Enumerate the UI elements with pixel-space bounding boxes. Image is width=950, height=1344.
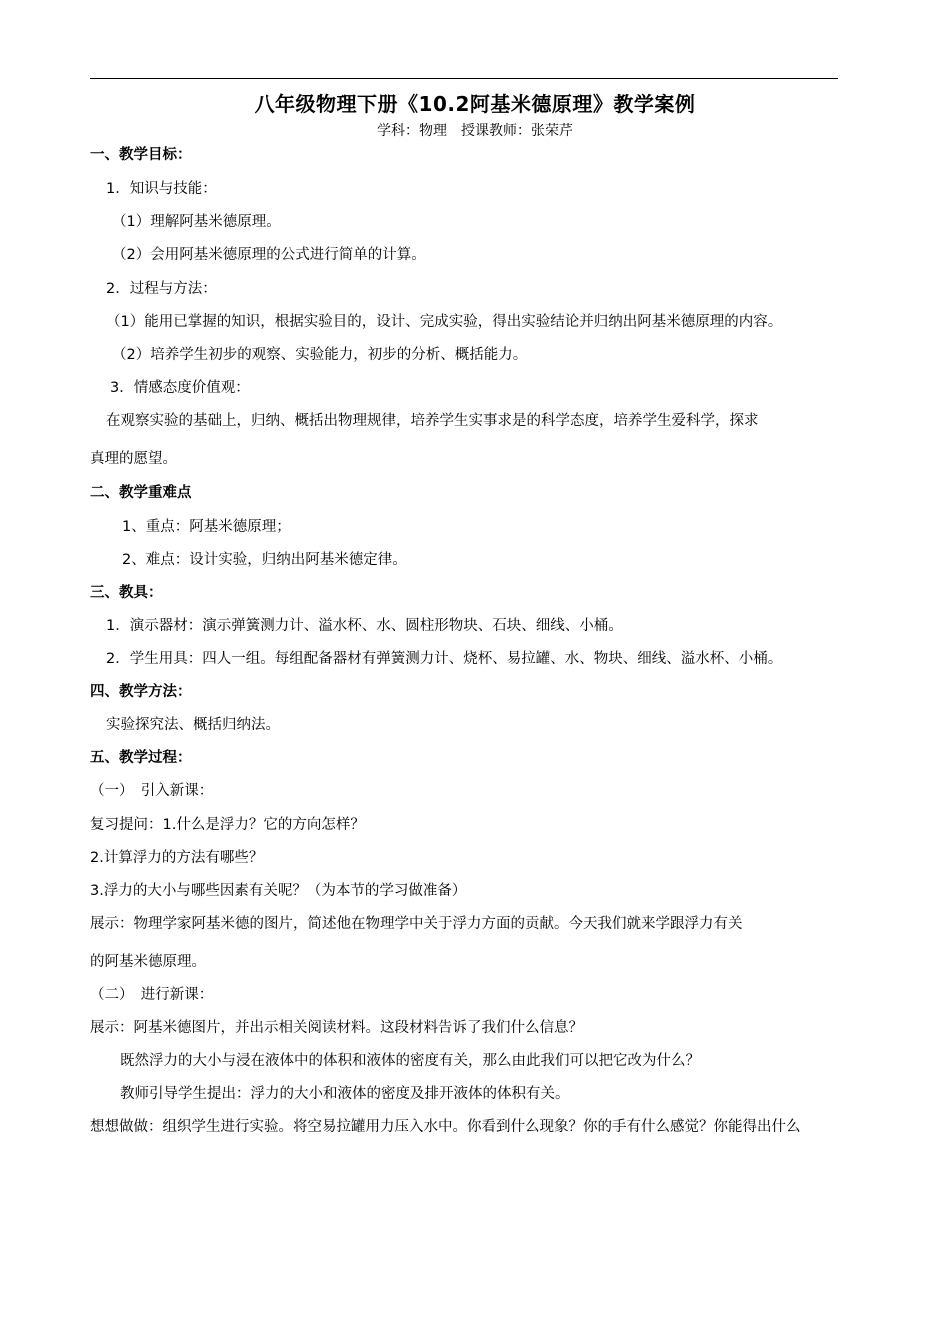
paragraph-line: （2）培养学生初步的观察、实验能力，初步的分析、概括能力。 [112, 347, 528, 363]
paragraph-line: 在观察实验的基础上，归纳、概括出物理规律，培养学生实事求是的科学态度，培养学生爱科学，探求 [106, 413, 759, 429]
paragraph-line: 展示：阿基米德图片，并出示相关阅读材料。这段材料告诉了我们什么信息？ [90, 1020, 583, 1036]
paragraph-line: 2.计算浮力的方法有哪些？ [90, 850, 264, 866]
section-heading-methods: 四、教学方法： [90, 684, 192, 700]
document-title: 八年级物理下册《10.2阿基米德原理》教学案例 [254, 92, 696, 116]
paragraph-line: 2．过程与方法： [106, 281, 217, 297]
header-rule [90, 78, 838, 79]
paragraph-line: 真理的愿望。 [90, 451, 177, 467]
paragraph-line: （一） 引入新课： [90, 783, 214, 799]
section-heading-process: 五、教学过程： [90, 750, 192, 766]
document-subtitle: 学科：物理 授课教师：张荣芹 [377, 123, 573, 139]
section-heading-tools: 三、教具： [90, 585, 163, 601]
paragraph-line: （二） 进行新课： [90, 987, 214, 1003]
paragraph-line: 复习提问：1.什么是浮力？它的方向怎样？ [90, 817, 365, 833]
paragraph-line: 2．学生用具：四人一组。每组配备器材有弹簧测力计、烧杯、易拉罐、水、物块、细线、溢水杯、小桶。 [106, 651, 783, 667]
paragraph-line: 2、难点：设计实验，归纳出阿基米德定律。 [122, 552, 407, 568]
paragraph-line: 1．知识与技能： [106, 181, 217, 197]
paragraph-line: （2）会用阿基米德原理的公式进行简单的计算。 [112, 247, 426, 263]
paragraph-line: 3．情感态度价值观： [110, 380, 250, 396]
paragraph-line: 展示：物理学家阿基米德的图片，简述他在物理学中关于浮力方面的贡献。今天我们就来学跟浮力有关 [90, 916, 743, 932]
paragraph-line: 实验探究法、概括归纳法。 [106, 717, 280, 733]
paragraph-line: 3.浮力的大小与哪些因素有关呢？（为本节的学习做准备） [90, 883, 467, 899]
paragraph-line: 想想做做：组织学生进行实验。将空易拉罐用力压入水中。你看到什么现象？你的手有什么感觉？你能得出什么 [90, 1119, 801, 1135]
paragraph-line: 的阿基米德原理。 [90, 954, 206, 970]
section-heading-key-points: 二、教学重难点 [90, 485, 192, 501]
paragraph-line: 既然浮力的大小与浸在液体中的体积和液体的密度有关，那么由此我们可以把它改为什么？ [120, 1053, 700, 1069]
section-heading-objectives: 一、教学目标： [90, 147, 192, 163]
paragraph-line: 1、重点：阿基米德原理； [122, 519, 291, 535]
paragraph-line: （1）能用已掌握的知识，根据实验目的，设计、完成实验，得出实验结论并归纳出阿基米德原理的内容。 [106, 314, 783, 330]
paragraph-line: （1）理解阿基米德原理。 [112, 214, 281, 230]
paragraph-line: 教师引导学生提出：浮力的大小和液体的密度及排开液体的体积有关。 [120, 1086, 570, 1102]
paragraph-line: 1．演示器材：演示弹簧测力计、溢水杯、水、圆柱形物块、石块、细线、小桶。 [106, 618, 623, 634]
